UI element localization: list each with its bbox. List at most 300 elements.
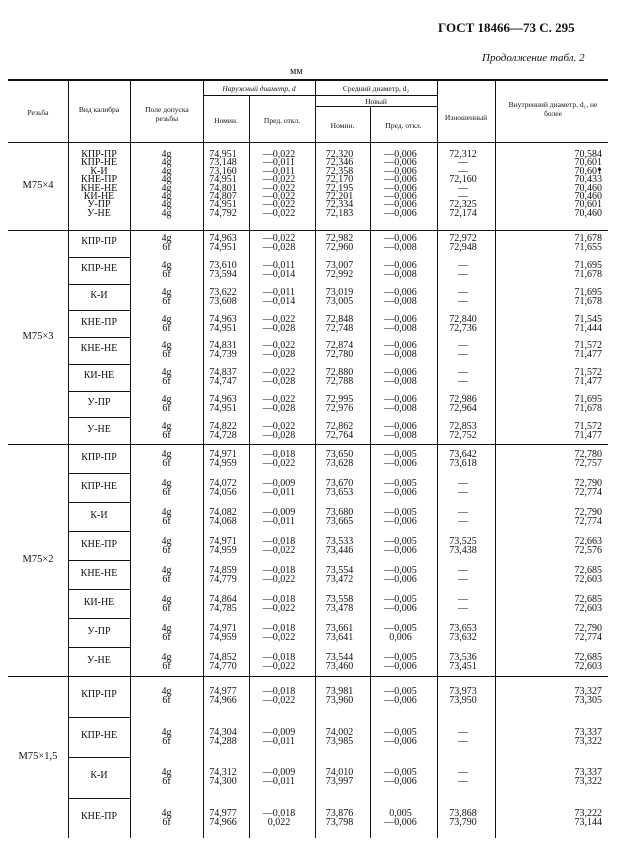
- cell-d1: 70,601: [574, 199, 602, 211]
- cell-w: —: [458, 776, 468, 788]
- cell-dd: —0,022: [262, 631, 296, 643]
- cell-dd: —0,011: [262, 260, 296, 272]
- tolerance-field: 4g: [161, 448, 172, 460]
- cell-w: —: [458, 602, 468, 614]
- cell-d2d: —0,006: [384, 191, 417, 202]
- cell-w: 72,840: [449, 313, 477, 325]
- tolerance-field: 4g: [161, 535, 172, 547]
- cell-d: 74,859: [209, 564, 237, 576]
- gauge-row-rule: [68, 417, 130, 418]
- cell-d2d: —0,006: [384, 695, 417, 707]
- col-header-inner: Внутренний диаметр, d₁, не более: [508, 100, 598, 118]
- cell-d2d: —0,008: [384, 349, 417, 361]
- gauge-type: КНЕ-ПР: [80, 174, 118, 186]
- cell-dd: —0,018: [262, 448, 296, 460]
- col-header-middle: Средний диаметр, d₂: [342, 84, 410, 93]
- tolerance-field: 6f: [162, 402, 171, 414]
- tolerance-field: 4g: [161, 149, 172, 160]
- cell-d: 74,951: [209, 149, 237, 160]
- tolerance-field: 4g: [161, 165, 172, 177]
- gauge-type: КНЕ-НЕ: [80, 182, 118, 194]
- cell-d2d: —0,006: [384, 149, 417, 160]
- cell-d: 74,831: [209, 340, 237, 352]
- cell-d2d: —0,006: [384, 233, 417, 245]
- cell-d2: 73,446: [325, 544, 354, 556]
- cell-d: 74,068: [209, 515, 237, 527]
- cell-d2d: —0,008: [384, 376, 417, 388]
- cell-d2d: —0,006: [384, 286, 417, 298]
- tolerance-field: 4g: [161, 477, 172, 489]
- cell-d2d: —0,008: [384, 402, 417, 414]
- cell-d: 74,852: [209, 651, 237, 663]
- header-rule: [203, 95, 437, 96]
- cell-d2: 73,650: [325, 448, 354, 460]
- tolerance-field: 6f: [162, 242, 171, 254]
- tolerance-field: 4g: [161, 182, 172, 194]
- cell-d1: 71,545: [574, 313, 602, 325]
- cell-w: —: [458, 191, 468, 202]
- col-header-tolerance: Поле допуска резьбы: [145, 105, 189, 123]
- cell-d: 73,148: [209, 157, 237, 169]
- gauge-type: У-НЕ: [87, 207, 111, 219]
- cell-d2d: —0,005: [384, 726, 417, 738]
- group-rule: [8, 444, 608, 445]
- cell-d2: 72,201: [325, 191, 354, 202]
- cell-dd: —0,022: [262, 420, 296, 432]
- cell-d2: 72,862: [325, 420, 354, 432]
- cell-dd: —0,009: [262, 506, 296, 518]
- cell-d1: 72,774: [574, 631, 602, 643]
- unit-label: мм: [290, 66, 303, 77]
- cell-d2d: —0,006: [384, 544, 417, 556]
- tolerance-field: 6f: [162, 602, 171, 614]
- cell-w: 72,312: [449, 149, 477, 160]
- cell-d2d: —0,005: [384, 767, 417, 779]
- cell-d: 74,951: [209, 174, 237, 186]
- cell-w: 72,736: [449, 322, 477, 334]
- cell-d2d: —0,008: [384, 295, 417, 307]
- cell-d1: 73,337: [574, 767, 602, 779]
- col-header-middle-dev: Пред. откл.: [385, 121, 422, 130]
- cell-d2: 73,019: [325, 286, 354, 298]
- cell-d: 74,807: [209, 191, 237, 202]
- col-header-outer-nom: Номин.: [214, 116, 238, 125]
- cell-d2d: —0,006: [384, 182, 417, 194]
- gauge-type: КПР-ПР: [81, 149, 117, 160]
- col-header-outer-dev: Пред. откл.: [263, 116, 301, 125]
- cell-d2: 72,976: [325, 402, 354, 414]
- group-rule: [8, 230, 608, 231]
- cell-dd: —0,011: [262, 486, 296, 498]
- cell-d2d: —0,006: [384, 457, 417, 469]
- cell-dd: —0,022: [262, 313, 296, 325]
- continuation-note: Продолжение табл. 2: [482, 52, 585, 64]
- cell-dd: —0,022: [262, 695, 296, 707]
- cell-d: 74,966: [209, 816, 237, 828]
- cell-dd: —0,011: [262, 286, 296, 298]
- tolerance-field: 6f: [162, 349, 171, 361]
- gauge-type: У-ПР: [87, 625, 111, 637]
- cell-w: —: [458, 349, 468, 361]
- cell-d2d: —0,005: [384, 477, 417, 489]
- thread-label: M75×2: [22, 554, 54, 565]
- cell-d2d: —0,006: [384, 573, 417, 585]
- cell-d1: 73,322: [574, 735, 602, 747]
- cell-dd: —0,028: [262, 322, 296, 334]
- cell-d1: 71,572: [574, 340, 602, 352]
- gauge-row-rule: [68, 337, 130, 338]
- cell-d2d: —0,006: [384, 165, 417, 177]
- cell-d: 74,959: [209, 457, 237, 469]
- gauge-type: КПР-ПР: [81, 236, 117, 248]
- tolerance-field: 6f: [162, 322, 171, 334]
- cell-dd: —0,022: [262, 457, 296, 469]
- tolerance-field: 6f: [162, 573, 171, 585]
- tolerance-field: 4g: [161, 686, 172, 698]
- cell-dd: —0,022: [262, 340, 296, 352]
- cell-d1: 72,576: [574, 544, 602, 556]
- gauge-row-rule: [68, 589, 130, 590]
- gauge-type: КНЕ-ПР: [80, 538, 118, 550]
- cell-d2: 73,653: [325, 486, 354, 498]
- cell-d2d: —0,006: [384, 816, 417, 828]
- cell-dd: —0,011: [262, 776, 296, 788]
- gauge-row-rule: [68, 364, 130, 365]
- cell-w: 73,642: [449, 448, 477, 460]
- gauge-row-rule: [68, 284, 130, 285]
- cell-d1: 71,477: [574, 376, 602, 388]
- tolerance-field: 4g: [161, 286, 172, 298]
- cell-w: 73,632: [449, 631, 477, 643]
- cell-dd: —0,011: [262, 735, 296, 747]
- cell-w: 73,536: [449, 651, 477, 663]
- tolerance-field: 6f: [162, 631, 171, 643]
- cell-dd: —0,022: [262, 573, 296, 585]
- cell-w: 73,618: [449, 457, 477, 469]
- cell-dd: —0,022: [262, 182, 296, 194]
- tolerance-field: 4g: [161, 767, 172, 779]
- cell-d2: 73,460: [325, 660, 354, 672]
- cell-d1: 71,477: [574, 429, 602, 441]
- gauge-row-rule: [68, 618, 130, 619]
- cell-dd: —0,022: [262, 199, 296, 211]
- cell-d: 74,963: [209, 393, 237, 405]
- tolerance-field: 4g: [161, 260, 172, 272]
- cell-d2d: 0,005: [389, 807, 412, 819]
- cell-d2: 73,985: [325, 735, 354, 747]
- cell-dd: —0,009: [262, 477, 296, 489]
- cell-d2d: —0,006: [384, 735, 417, 747]
- cell-w: 72,325: [449, 199, 477, 211]
- cell-d2: 73,472: [325, 573, 354, 585]
- cell-d1: 71,695: [574, 286, 602, 298]
- cell-d: 74,951: [209, 322, 237, 334]
- header-rule: [315, 106, 437, 107]
- cell-d1: 73,144: [574, 816, 602, 828]
- cell-d: 74,288: [209, 735, 237, 747]
- cell-d: 74,822: [209, 420, 237, 432]
- cell-d1: 71,678: [574, 402, 602, 414]
- tolerance-field: 4g: [161, 313, 172, 325]
- cell-d1: 71,444: [574, 322, 602, 334]
- cell-w: —: [458, 767, 468, 779]
- cell-d2d: —0,005: [384, 593, 417, 605]
- cell-d: 74,770: [209, 660, 237, 672]
- gauge-type: КНЕ-ПР: [80, 316, 118, 328]
- cell-d: 74,977: [209, 807, 237, 819]
- gauge-type: КИ-НЕ: [83, 191, 115, 202]
- cell-w: 72,964: [449, 402, 477, 414]
- gauge-row-rule: [68, 560, 130, 561]
- cell-w: —: [458, 593, 468, 605]
- cell-dd: —0,028: [262, 349, 296, 361]
- tolerance-field: 6f: [162, 269, 171, 281]
- cell-d2d: —0,005: [384, 686, 417, 698]
- cell-w: —: [458, 726, 468, 738]
- gauge-type: КНЕ-НЕ: [80, 343, 118, 355]
- tolerance-field: 4g: [161, 506, 172, 518]
- table-top-rule: [8, 79, 608, 81]
- cell-dd: 0,022: [267, 816, 291, 828]
- cell-dd: —0,022: [262, 544, 296, 556]
- cell-w: —: [458, 515, 468, 527]
- tolerance-field: 6f: [162, 515, 171, 527]
- cell-d: 74,312: [209, 767, 237, 779]
- cell-d1: 72,603: [574, 602, 602, 614]
- cell-w: 72,948: [449, 242, 477, 254]
- cell-d2: 73,670: [325, 477, 354, 489]
- cell-d2: 72,346: [325, 157, 354, 169]
- cell-d2d: —0,008: [384, 429, 417, 441]
- cell-dd: —0,009: [262, 767, 296, 779]
- cell-dd: —0,011: [262, 515, 296, 527]
- gauge-type: К-И: [90, 509, 108, 521]
- cell-dd: —0,022: [262, 367, 296, 379]
- cell-d2d: —0,006: [384, 367, 417, 379]
- tolerance-field: 4g: [161, 564, 172, 576]
- cell-d1: 72,774: [574, 486, 602, 498]
- tolerance-field: 4g: [161, 199, 172, 211]
- cell-dd: —0,018: [262, 593, 296, 605]
- cell-d: 73,608: [209, 295, 237, 307]
- cell-dd: —0,022: [262, 207, 296, 219]
- cell-dd: —0,028: [262, 376, 296, 388]
- cell-d1: 72,790: [574, 477, 602, 489]
- cell-w: —: [458, 157, 468, 169]
- cell-dd: —0,022: [262, 393, 296, 405]
- cell-d: 74,971: [209, 535, 237, 547]
- tolerance-field: 4g: [161, 367, 172, 379]
- tolerance-field: 4g: [161, 622, 172, 634]
- cell-d1: 72,685: [574, 651, 602, 663]
- cell-w: 73,790: [449, 816, 477, 828]
- cell-d1: 70,601: [574, 157, 602, 169]
- cell-d2: 73,981: [325, 686, 354, 698]
- cell-d2: 72,780: [325, 349, 354, 361]
- cell-d2d: —0,006: [384, 199, 417, 211]
- cell-d: 74,959: [209, 631, 237, 643]
- tolerance-field: 4g: [161, 191, 172, 202]
- tolerance-field: 6f: [162, 776, 171, 788]
- cell-w: 72,752: [449, 429, 477, 441]
- cell-d2d: —0,006: [384, 313, 417, 325]
- cell-w: 73,451: [449, 660, 477, 672]
- cell-d: 74,951: [209, 199, 237, 211]
- cell-w: —: [458, 506, 468, 518]
- cell-d2: 73,665: [325, 515, 354, 527]
- gauge-type: КПР-НЕ: [80, 157, 118, 169]
- tolerance-field: 4g: [161, 174, 172, 186]
- cell-dd: —0,011: [262, 157, 296, 169]
- cell-d2: 73,876: [325, 807, 354, 819]
- cell-w: —: [458, 486, 468, 498]
- cell-dd: —0,009: [262, 726, 296, 738]
- cell-d1: 70,584: [574, 149, 602, 160]
- cell-dd: —0,011: [262, 165, 296, 177]
- gauge-type: У-ПР: [87, 396, 111, 408]
- tolerance-field: 4g: [161, 726, 172, 738]
- col-header-gauge: Вид калибра: [78, 105, 120, 114]
- cell-w: —: [458, 367, 468, 379]
- cell-w: 73,973: [449, 686, 477, 698]
- cell-d2: 73,628: [325, 457, 354, 469]
- cell-w: 73,653: [449, 622, 477, 634]
- cell-d2d: —0,005: [384, 622, 417, 634]
- gauge-type: КНЕ-НЕ: [80, 567, 118, 579]
- tolerance-field: 4g: [161, 651, 172, 663]
- cell-d2: 72,170: [325, 174, 354, 186]
- cell-d2: 72,748: [325, 322, 354, 334]
- cell-d2: 72,183: [325, 207, 354, 219]
- col-header-outer: Наружный диаметр, d: [222, 84, 296, 93]
- gauge-row-rule: [68, 310, 130, 311]
- cell-dd: —0,022: [262, 191, 296, 202]
- cell-dd: —0,028: [262, 402, 296, 414]
- cell-w: —: [458, 182, 468, 194]
- cell-d: 74,082: [209, 506, 237, 518]
- cell-d2d: —0,008: [384, 269, 417, 281]
- tolerance-field: 6f: [162, 295, 171, 307]
- cell-d1: 71,678: [574, 295, 602, 307]
- cell-d2: 72,848: [325, 313, 354, 325]
- cell-dd: —0,018: [262, 651, 296, 663]
- cell-d: 74,739: [209, 349, 237, 361]
- header-bottom-rule: [8, 142, 608, 143]
- gauge-type: У-НЕ: [87, 654, 111, 666]
- cell-d1: 71,655: [574, 242, 602, 254]
- tolerance-field: 4g: [161, 420, 172, 432]
- cell-w: 73,525: [449, 535, 477, 547]
- cell-d2d: —0,005: [384, 564, 417, 576]
- cell-d2: 72,788: [325, 376, 354, 388]
- cell-dd: —0,022: [262, 149, 296, 160]
- cell-dd: —0,022: [262, 602, 296, 614]
- tolerance-field: 6f: [162, 429, 171, 441]
- gauge-type: КПР-НЕ: [80, 480, 118, 492]
- gauge-row-rule: [68, 757, 130, 758]
- cell-d2d: —0,006: [384, 515, 417, 527]
- cell-d2d: —0,005: [384, 506, 417, 518]
- cell-w: 72,853: [449, 420, 477, 432]
- gauge-type: К-И: [90, 770, 108, 782]
- cell-d1: 73,337: [574, 726, 602, 738]
- cell-w: —: [458, 286, 468, 298]
- cell-d2: 73,558: [325, 593, 354, 605]
- cell-d: 74,785: [209, 602, 237, 614]
- cell-d1: 70,601: [574, 165, 602, 177]
- cell-d1: 70,460: [574, 182, 602, 194]
- cell-d2d: —0,006: [384, 660, 417, 672]
- tolerance-field: 6f: [162, 486, 171, 498]
- cell-d2: 72,195: [325, 182, 354, 194]
- cell-dd: —0,028: [262, 242, 296, 254]
- cell-dd: —0,014: [262, 269, 296, 281]
- col-header-middle-new: Новый: [365, 97, 387, 106]
- cell-d2d: —0,006: [384, 260, 417, 272]
- gauge-type: У-ПР: [87, 199, 111, 211]
- cell-d2: 73,478: [325, 602, 354, 614]
- cell-dd: —0,022: [262, 174, 296, 186]
- cell-d2d: —0,005: [384, 651, 417, 663]
- cell-d2: 72,992: [325, 269, 354, 281]
- cell-dd: —0,018: [262, 807, 296, 819]
- gauge-type: У-НЕ: [87, 423, 111, 435]
- cell-d2d: —0,006: [384, 340, 417, 352]
- cell-d2d: —0,006: [384, 157, 417, 169]
- tolerance-field: 6f: [162, 544, 171, 556]
- gauge-type: КПР-ПР: [81, 451, 117, 463]
- cell-d: 74,959: [209, 544, 237, 556]
- tolerance-field: 4g: [161, 233, 172, 245]
- cell-d: 74,951: [209, 402, 237, 414]
- cell-dd: —0,022: [262, 233, 296, 245]
- cell-d2d: —0,006: [384, 393, 417, 405]
- cell-d1: 73,222: [574, 807, 602, 819]
- cell-d2d: —0,006: [384, 420, 417, 432]
- tolerance-field: 6f: [162, 816, 171, 828]
- thread-label: M75×1,5: [18, 751, 58, 762]
- gauge-type: К-И: [90, 289, 108, 301]
- cell-d2: 73,554: [325, 564, 354, 576]
- cell-w: —: [458, 376, 468, 388]
- cell-d: 74,864: [209, 593, 237, 605]
- cell-d2: 74,002: [325, 726, 354, 738]
- cell-d1: 71,695: [574, 260, 602, 272]
- cell-d2d: —0,008: [384, 242, 417, 254]
- cell-dd: —0,018: [262, 564, 296, 576]
- cell-d1: 72,780: [574, 448, 602, 460]
- gauge-row-rule: [68, 502, 130, 503]
- cell-d: 74,963: [209, 233, 237, 245]
- gauge-type: КПР-НЕ: [80, 729, 118, 741]
- tolerance-field: 6f: [162, 695, 171, 707]
- cell-w: 72,986: [449, 393, 477, 405]
- cell-d2d: —0,006: [384, 207, 417, 219]
- cell-d: 73,622: [209, 286, 237, 298]
- cell-w: 72,160: [449, 174, 477, 186]
- tolerance-field: 4g: [161, 393, 172, 405]
- cell-d: 74,792: [209, 207, 237, 219]
- cell-d1: 72,774: [574, 515, 602, 527]
- cell-d: 74,801: [209, 182, 237, 194]
- tolerance-field: 6f: [162, 660, 171, 672]
- cell-d: 73,594: [209, 269, 237, 281]
- cell-d1: 70,433: [574, 174, 602, 186]
- cell-d1: 73,305: [574, 695, 602, 707]
- gauge-type: КПР-ПР: [81, 689, 117, 701]
- cell-d1: 70,460: [574, 207, 602, 219]
- cell-w: —: [458, 564, 468, 576]
